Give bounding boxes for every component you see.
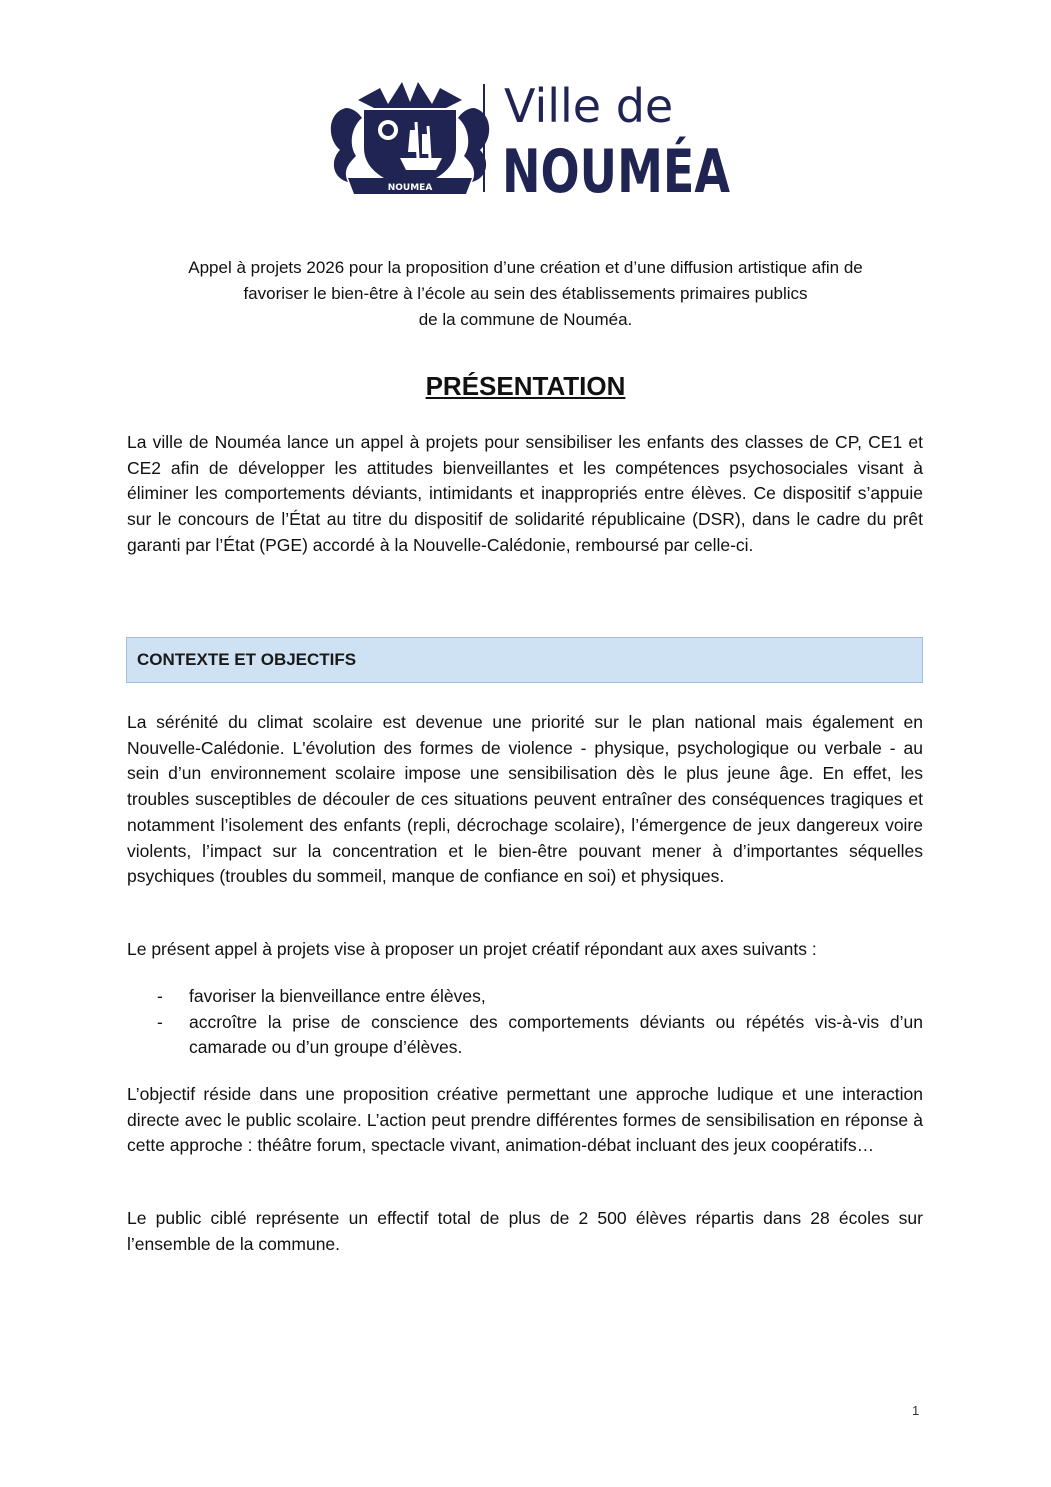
intro-heading (120, 255, 931, 333)
axes-intro: Le présent appel à projets vise à proposer un projet créatif répondant aux axes suivants : (127, 939, 817, 959)
public-paragraph: Le public ciblé représente un effectif total de plus de 2 500 élèves répartis dans 28 écoles sur l’ensemble de la commune. (127, 1208, 923, 1254)
list-item-text: favoriser la bienveillance entre élèves, (189, 986, 486, 1006)
section-heading-box (126, 637, 923, 683)
section-heading: CONTEXTE ET OBJECTIFS (137, 650, 357, 669)
logo-line2: NOUMÉA (502, 137, 800, 207)
intro-line: de la commune de Nouméa. (418, 310, 633, 329)
list-item (127, 984, 923, 1010)
presentation-paragraph: La ville de Nouméa lance un appel à projets pour sensibiliser les enfants des classes de CP, CE1 et CE2 afin de développer les attitudes bienveillantes et les compétences psychosociales visant à éliminer les comportements déviants, intimidants et inappropriés entre élèves. Ce dispositif s’appuie sur le concours de l’État au titre du dispositif de solidarité républicaine (DSR), dans le cadre du prêt garanti par l’État (PGE) accordé à la Nouvelle-Calédonie, remboursé par celle-ci. (127, 432, 923, 555)
ville-de-noumea-logo (318, 78, 800, 207)
crest-banner-text: NOUMEA (387, 183, 433, 193)
intro-line: Appel à projets 2026 pour la proposition d’une création et d’une diffusion artistique afin de (188, 258, 863, 277)
context-paragraph: La sérénité du climat scolaire est devenue une priorité sur le plan national mais également en Nouvelle-Calédonie. L'évolution des formes de violence - physique, psychologique ou verbale - au sein d’un environnement scolaire impose une sensibilisation dès le plus jeune âge. En effet, les troubles susceptibles de découler de ces situations peuvent entraîner des conséquences tragiques et notamment l’isolement des enfants (repli, décrochage scolaire), l’émergence de jeux dangereux voire violents, l’impact sur la concentration et le bien-être pouvant mener à d’importantes séquelles psychiques (troubles du sommeil, manque de confiance en soi) et physiques. (127, 712, 923, 887)
page-title: PRÉSENTATION (425, 371, 626, 401)
list-item-text: accroître la prise de conscience des comportements déviants ou répétés vis-à-vis d’un camarade ou d’un groupe d’élèves. (189, 1011, 923, 1058)
bullet-dash: - (157, 1011, 163, 1032)
bullet-dash: - (157, 986, 163, 1006)
page-number: 1 (912, 1403, 920, 1418)
logo-line1: Ville de (504, 79, 674, 133)
objective-paragraph: L’objectif réside dans une proposition créative permettant une approche ludique et une interaction directe avec le public scolaire. L’action peut prendre différentes formes de sensibilisation en réponse à cette approche : théâtre forum, spectacle vivant, animation-débat incluant des jeux coopératifs… (127, 1084, 923, 1156)
crest-emblem (318, 78, 800, 207)
list-item (127, 1010, 923, 1061)
intro-line: favoriser le bien-être à l’école au sein des établissements primaires publics (243, 284, 808, 303)
axes-list (127, 984, 923, 1061)
